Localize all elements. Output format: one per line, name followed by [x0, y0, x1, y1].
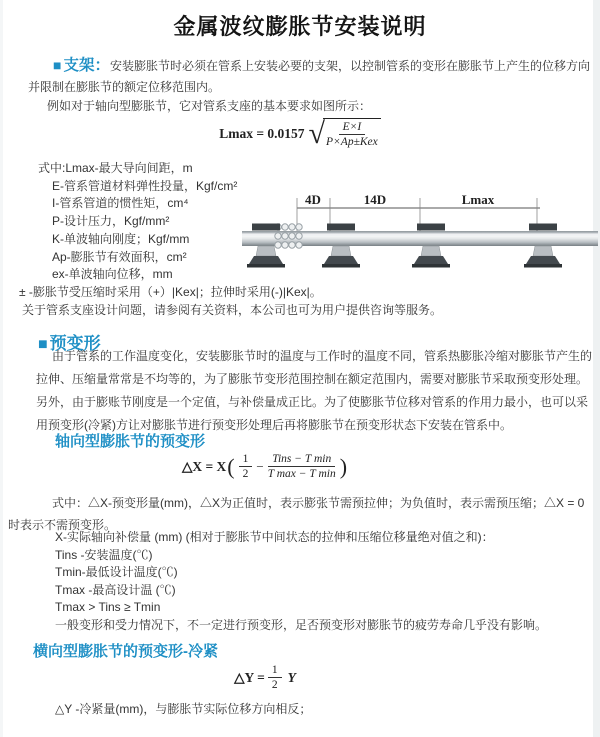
temperature-numerator: Tins − T min	[268, 452, 335, 467]
lmax-fraction-denominator: P×Ap±Kex	[326, 136, 378, 149]
axial-item: X-实际轴向补偿量 (mm) (相对于膨胀节中间状态的拉伸和压缩位移量绝对值之和)：	[55, 530, 494, 544]
half-denominator: 2	[242, 468, 249, 481]
definition-item: I-管系管道的惯性矩，cm⁴	[52, 196, 189, 211]
lateral-formula	[0, 663, 530, 693]
radicand	[323, 118, 381, 150]
lateral-formula-rhs: Y	[287, 669, 296, 685]
temperature-fraction	[268, 452, 336, 482]
axial-item: Tmax -最高设计温 (℃)	[55, 582, 176, 597]
page-title: 金属波纹膨胀节安装说明	[173, 14, 427, 39]
definition-item: 式中:Lmax-最大导向间距，m	[38, 161, 193, 175]
definition-item: Ap-膨胀节有效面积，cm²	[52, 249, 187, 264]
minus-operator: −	[256, 458, 264, 474]
axial-item-list	[55, 529, 590, 634]
support-intro-text: 安装膨胀节时必须在管系上安装必要的支架，以控制管系的变形在膨胀节上产生的位移方向并限制在膨胀节的额定位移范围内。	[28, 59, 590, 94]
half-denominator: 2	[271, 679, 278, 692]
dim-label-14d: 14D	[363, 192, 387, 207]
lateral-note: △Y -冷紧量(mm)，与膨胀节实际位移方向相反；	[55, 702, 312, 716]
axial-item: Tins -安装温度(℃)	[55, 547, 153, 562]
predeform-heading-text: 预变形	[49, 334, 101, 353]
support-intro-paragraph	[28, 55, 592, 98]
half-fraction	[239, 452, 253, 482]
pipe-support-diagram	[242, 191, 598, 287]
lmax-fraction-numerator: E×I	[339, 120, 366, 135]
radical-sign: √	[308, 117, 326, 151]
section-marker-icon: ■	[53, 57, 62, 73]
axial-item: Tmin-最低设计温度(℃)	[55, 565, 178, 579]
axial-explain-paragraph: 式中：△X-预变形量(mm)，△X为正值时，表示膨张节需预拉伸；为负值时，表示需预压缩；△X = 0时表示不需预变形。	[8, 496, 585, 532]
half-numerator: 1	[268, 663, 282, 678]
definition-item: P-设计压力，Kgf/mm²	[52, 214, 170, 229]
lateral-subheading: 横向型膨胀节的预变形-冷紧	[33, 643, 218, 660]
page-right-edge	[593, 0, 600, 737]
definition-item: 关于管系支座设计问题，请参阅有关资料，本公司也可为用户提供咨询等服务。	[22, 302, 443, 317]
axial-item: 一般变形和受力情况下，不一定进行预变形，足否预变形对膨胀节的疲劳寿命几乎没有影响。	[55, 617, 548, 632]
predeform-paragraph: 由于管系的工作温度变化，安装膨胀节时的温度与工作时的温度不同，管系热膨胀冷缩对膨胀节产生的拉伸、压缩量常常是不均等的，为了膨胀节变形范围控制在额定范围内，需要对膨胀节采取预变形处理。另外，由于膨账节刚度是一个定值，与补偿量成正比。为了使膨胀节位移对管系的作用力最小，也可以采用预变形(冷紧)方让对膨胀节进行预变形处理后再将膨胀节在预变形状态下安装在管系中。	[36, 349, 593, 432]
half-numerator: 1	[239, 452, 253, 467]
axial-item: Tmax > Tins ≥ Tmin	[55, 600, 161, 614]
definition-item: ± -膨胀节受压缩时采用（+）|Kex|；拉伸时采用(-)|Kex|。	[19, 284, 322, 299]
definition-item: ex-单波轴向位移，mm	[52, 267, 173, 282]
support-section-label: 支架：	[63, 57, 110, 74]
axial-subheading: 轴向型膨胀节的预变形	[55, 433, 206, 450]
section-marker-icon: ■	[38, 336, 48, 353]
definition-item: E-管系管道材料弹性投量，Kgf/cm²	[52, 178, 238, 193]
support-example-line: 例如对于轴向型膨胀节，它对管系支座的基本要求如图所示：	[47, 99, 372, 113]
page-left-edge	[0, 0, 3, 737]
lmax-formula	[0, 118, 600, 150]
dim-label-4d: 4D	[305, 192, 321, 207]
open-paren: (	[227, 453, 235, 479]
lmax-formula-lhs: Lmax = 0.0157	[219, 125, 305, 141]
lateral-formula-lhs: △Y =	[234, 669, 265, 685]
close-paren: )	[339, 453, 348, 479]
definition-item: K-单波轴向刚度；Kgf/mm	[52, 231, 190, 246]
axial-formula-lhs: △X = X	[181, 458, 227, 474]
dim-label-lmax: Lmax	[461, 192, 495, 207]
half-fraction	[268, 663, 282, 693]
lmax-fraction	[326, 120, 378, 150]
temperature-denominator: T max − T min	[267, 468, 336, 481]
axial-formula	[0, 452, 530, 482]
